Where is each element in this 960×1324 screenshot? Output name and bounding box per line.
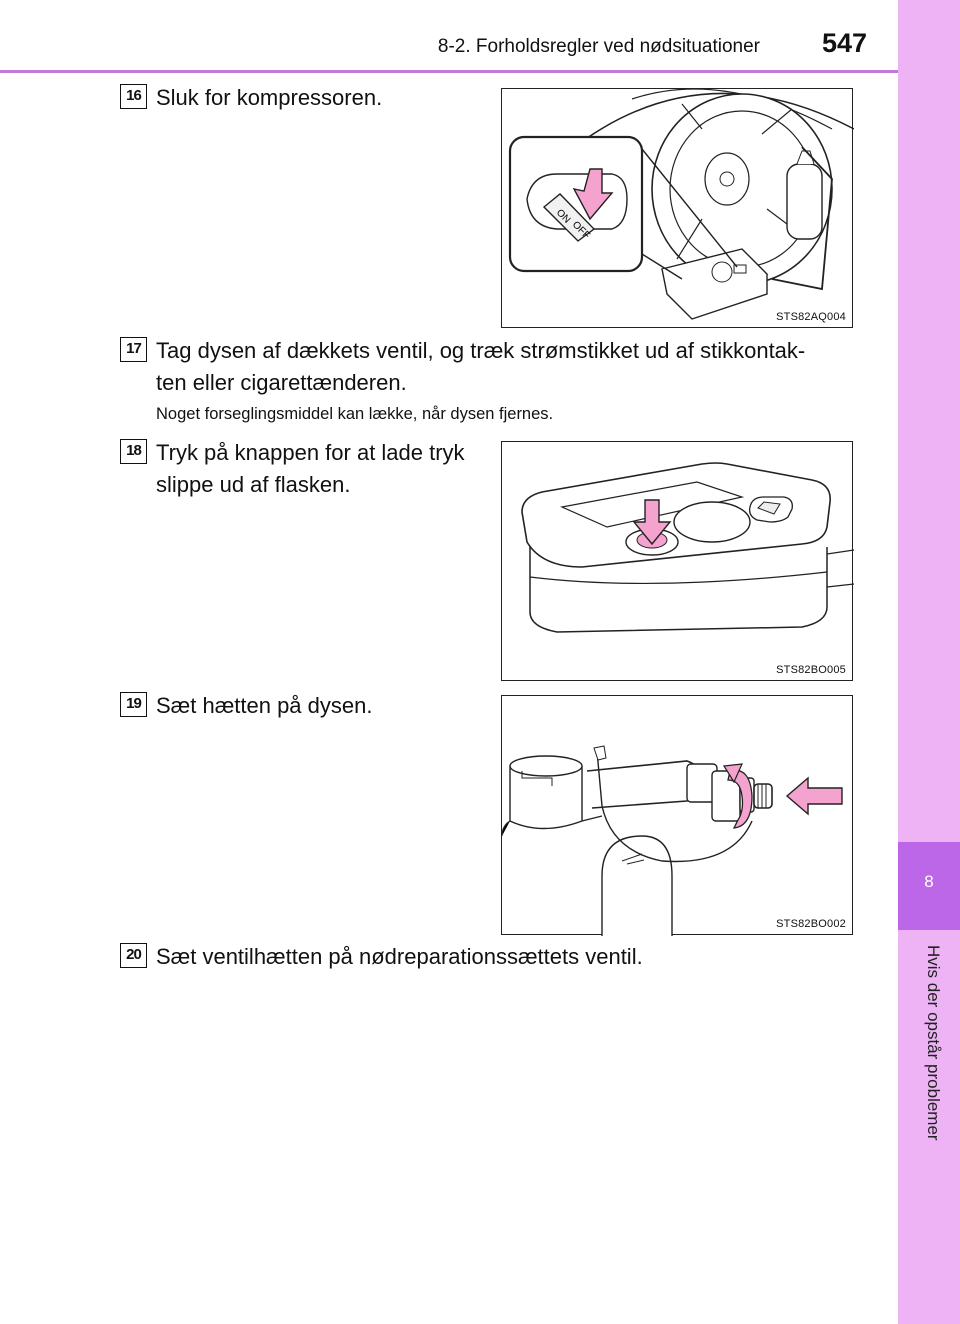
step-text-19: Sæt hætten på dysen. xyxy=(156,693,373,718)
step-text-17-line2: ten eller cigarettænderen. xyxy=(156,370,407,395)
step-note-17: Noget forseglingsmiddel kan lække, når dysen fjernes. xyxy=(156,405,554,423)
step-text-16: Sluk for kompressoren. xyxy=(156,85,383,110)
nozzle-cap-illustration xyxy=(502,696,854,936)
figure-code: STS82BO005 xyxy=(776,664,846,676)
step-badge-18: 18 xyxy=(120,439,147,464)
switch-on-label: ON xyxy=(553,207,573,226)
chapter-number: 8 xyxy=(924,872,934,891)
figure-compressor-switch xyxy=(501,88,853,328)
compressor-switch-illustration xyxy=(502,89,854,329)
step-text-17-line1: Tag dysen af dækkets ventil, og træk strømstikket ud af stikkontak- xyxy=(156,338,806,363)
chapter-number-box xyxy=(898,842,960,930)
step-badge-20: 20 xyxy=(120,943,147,968)
step-text-20: Sæt ventilhætten på nødreparationssættets ventil. xyxy=(156,944,643,969)
figure-code: STS82BO002 xyxy=(776,918,846,930)
chapter-side-tab xyxy=(898,0,960,1324)
figure-nozzle-cap xyxy=(501,695,853,935)
push-arrow-icon xyxy=(787,778,842,814)
step-text-18-line2: slippe ud af flasken. xyxy=(156,472,351,497)
page-number: 547 xyxy=(822,28,868,58)
section-title: 8-2. Forholdsregler ved nødsituationer xyxy=(437,36,760,57)
switch-off-label: OFF xyxy=(569,219,592,242)
step-text-18-line1: Tryk på knappen for at lade tryk xyxy=(156,440,465,465)
step-badge-16: 16 xyxy=(120,84,147,109)
figure-pressure-release xyxy=(501,441,853,681)
step-badge-17: 17 xyxy=(120,337,147,362)
pressure-release-illustration xyxy=(502,442,854,682)
header-rule xyxy=(0,70,898,73)
chapter-title: Hvis der opstår problemer xyxy=(924,945,943,1141)
step-badge-19: 19 xyxy=(120,692,147,717)
figure-code: STS82AQ004 xyxy=(776,311,846,323)
